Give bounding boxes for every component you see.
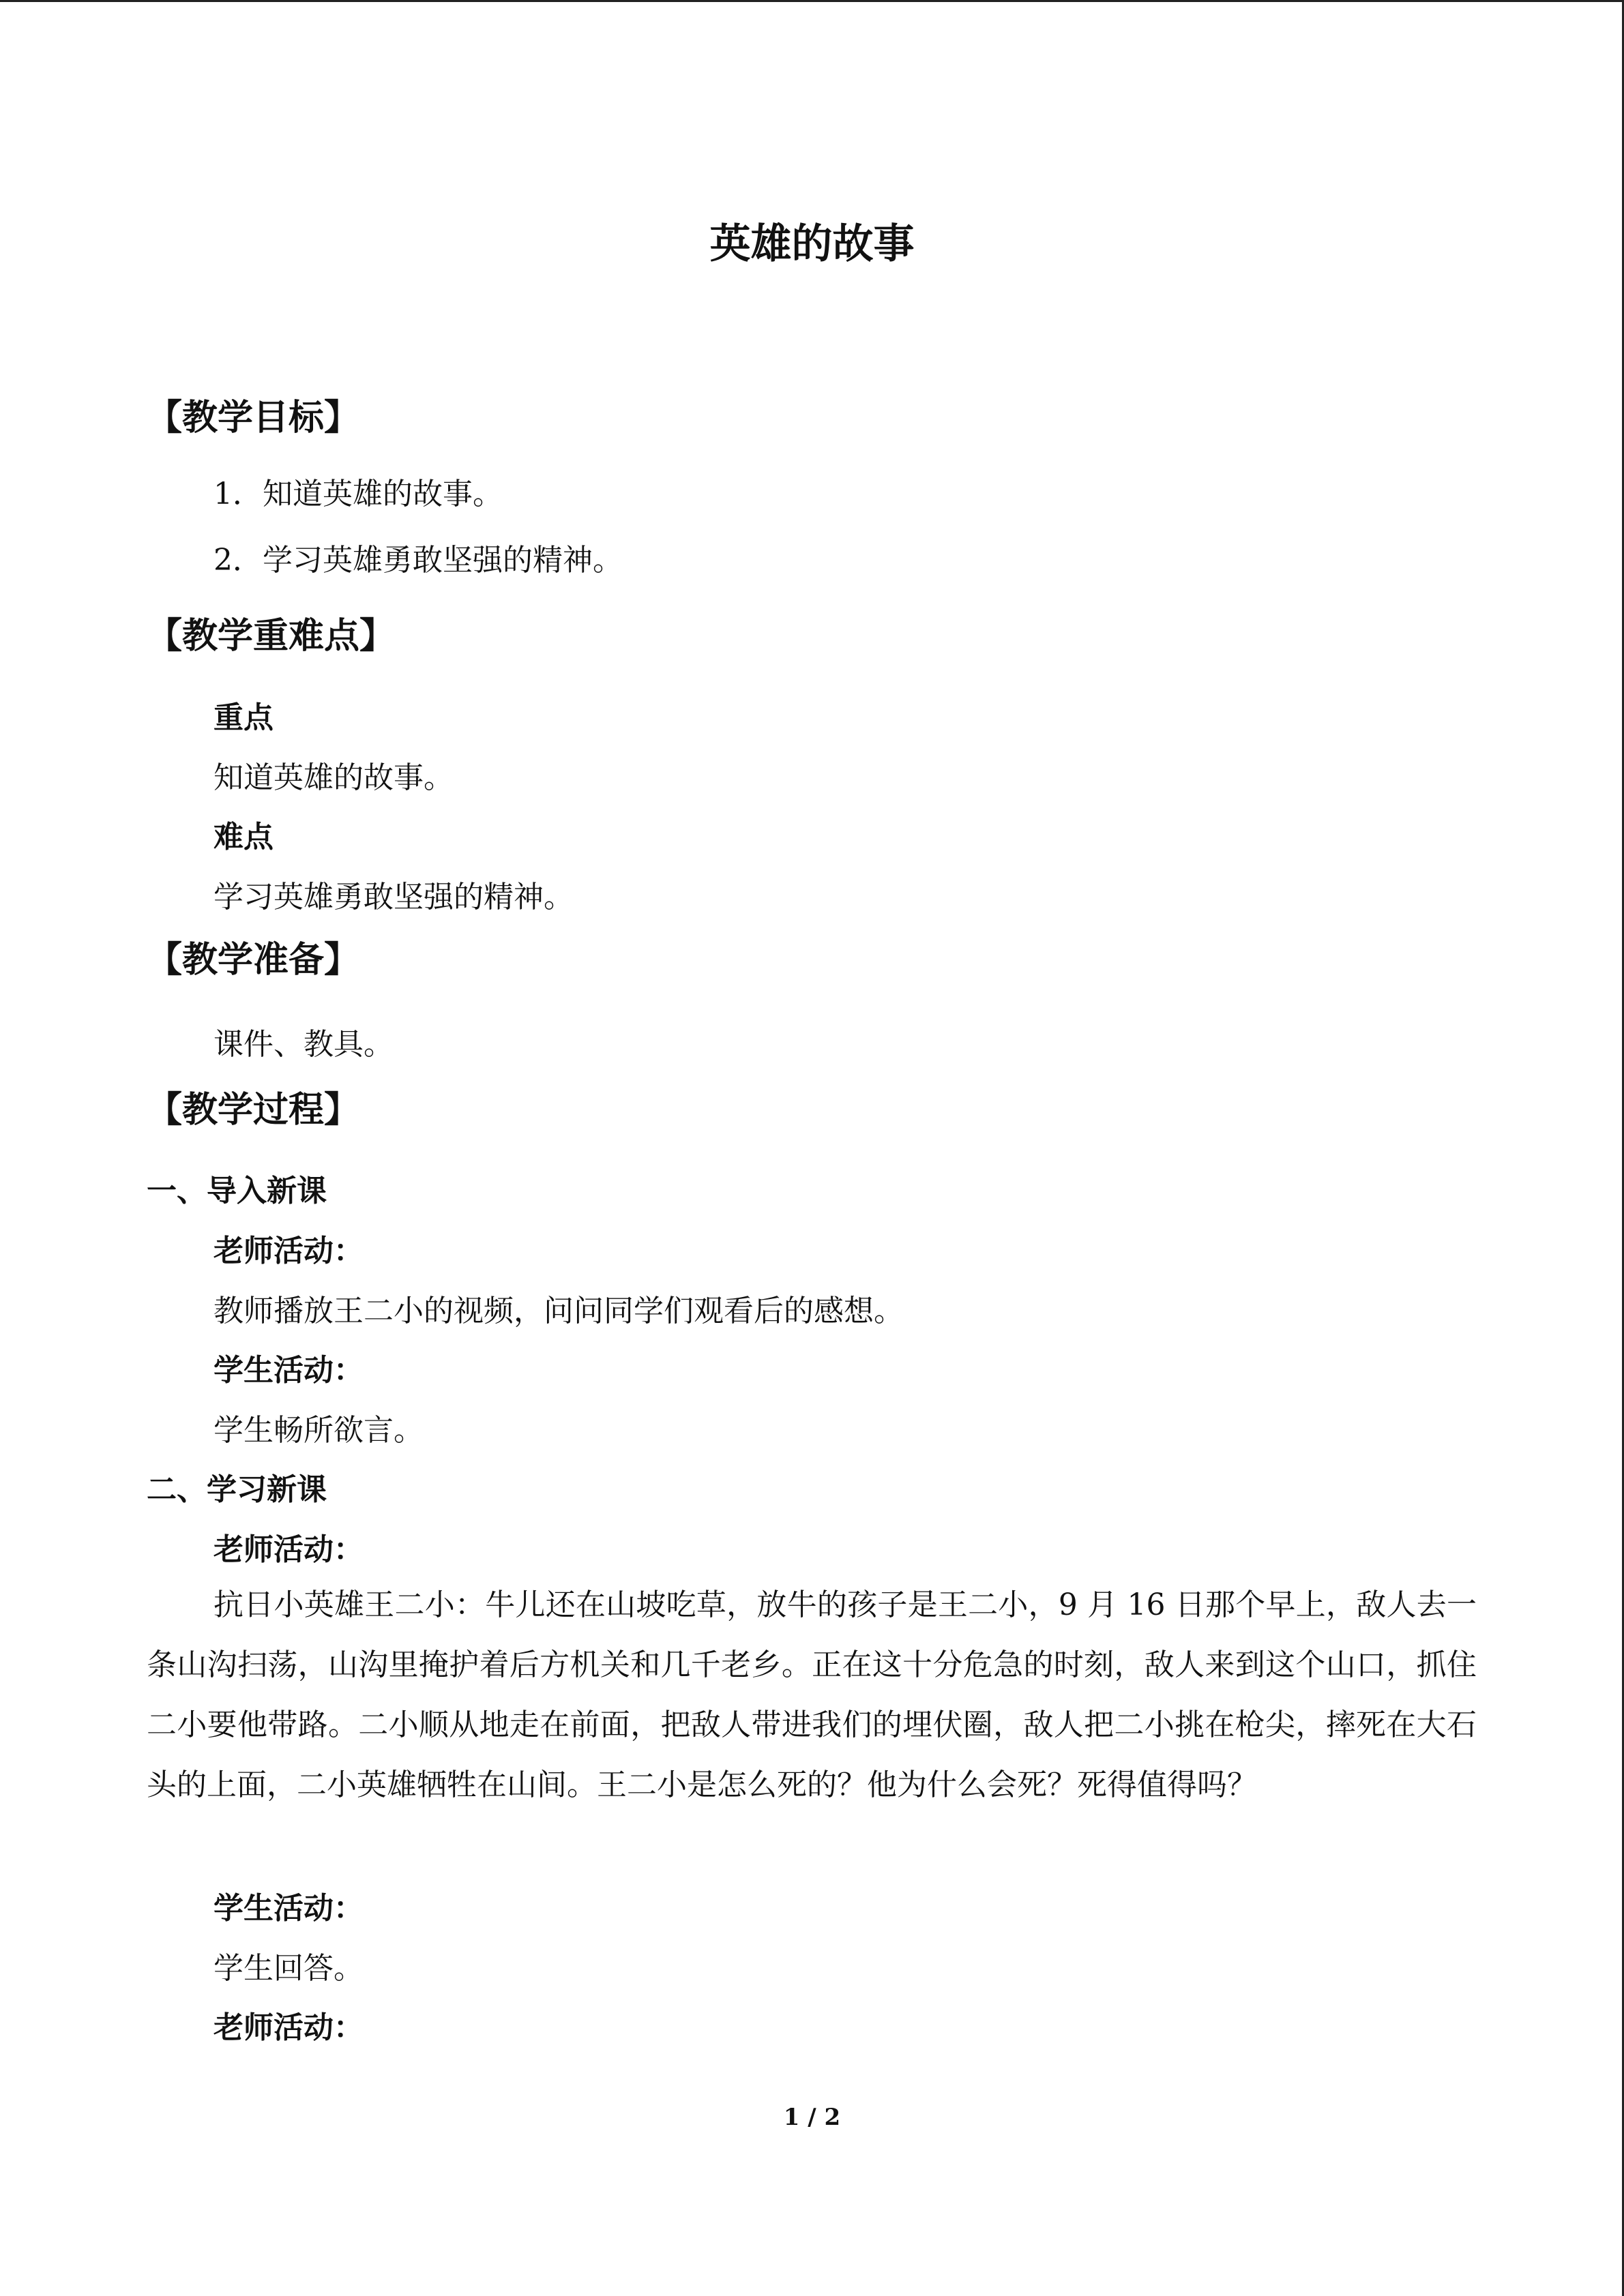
process-heading: 【教学过程】	[147, 1090, 360, 1131]
section2-title: 二、学习新课	[147, 1472, 327, 1507]
section2-student-text: 学生回答。	[213, 1951, 364, 1986]
section2-student-label: 学生活动：	[213, 1891, 364, 1926]
difficulty-label: 难点	[213, 820, 274, 854]
section1-student-label: 学生活动：	[213, 1353, 364, 1388]
objective-item-2: 2．学习英雄勇敢坚强的精神。	[213, 543, 623, 578]
page-number: 1 / 2	[783, 2104, 841, 2131]
preparation-text: 课件、教具。	[213, 1027, 394, 1062]
section2-teacher-label: 老师活动：	[213, 1532, 364, 1567]
section1-teacher-label: 老师活动：	[213, 1234, 364, 1268]
section2-teacher-paragraph: 抗日小英雄王二小：牛儿还在山坡吃草，放牛的孩子是王二小，9 月 16 日那个早上，敌人去一条山沟扫荡，山沟里掩护着后方机关和几千老乡。正在这十分危急的时刻，敌人来到这个山口，抓住二小要他带路。二小顺从地走在前面，把敌人带进我们的埋伏圈，敌人把二小挑在枪尖，摔死在大石头的上面，二小英雄牺牲在山间。王二小是怎么死的？他为什么会死？死得值得吗？	[147, 1587, 1477, 1802]
section2-teacher-label-2: 老师活动：	[213, 2010, 364, 2045]
objective-item-1: 1．知道英雄的故事。	[213, 477, 503, 511]
difficulty-text: 学习英雄勇敢坚强的精神。	[213, 880, 574, 914]
section1-teacher-text: 教师播放王二小的视频，问问同学们观看后的感想。	[213, 1294, 904, 1328]
page-top-border	[0, 0, 1624, 2]
preparation-heading: 【教学准备】	[147, 940, 360, 981]
section1-title: 一、导入新课	[147, 1174, 327, 1208]
document-title: 英雄的故事	[709, 220, 915, 268]
focus-label: 重点	[213, 700, 274, 735]
key-points-heading: 【教学重难点】	[147, 616, 396, 657]
section1-student-text: 学生畅所欲言。	[213, 1413, 424, 1448]
objectives-heading: 【教学目标】	[147, 398, 360, 438]
focus-text: 知道英雄的故事。	[213, 760, 454, 795]
